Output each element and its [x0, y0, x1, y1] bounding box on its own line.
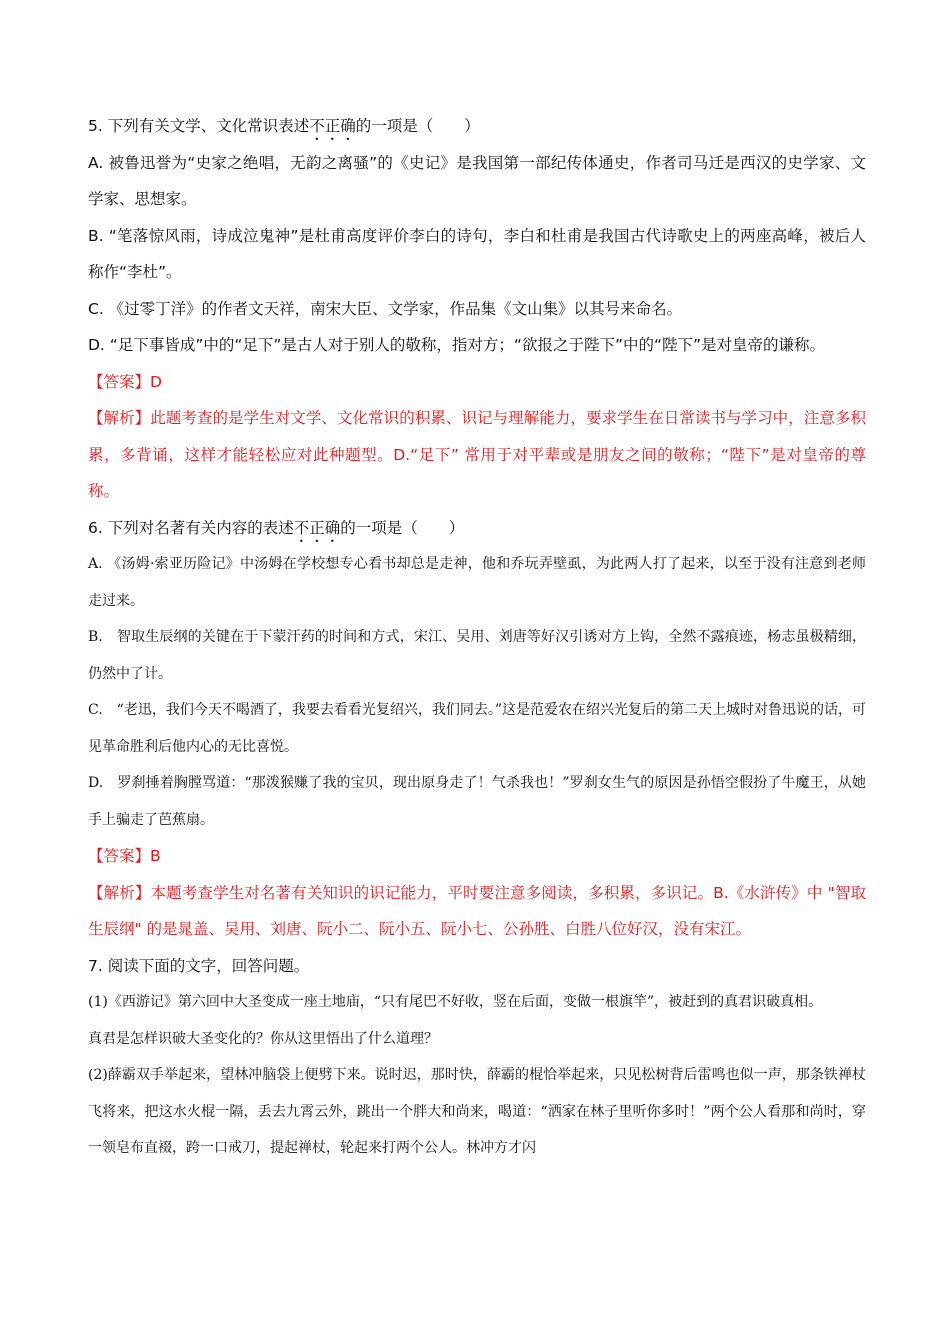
- q5-stem: 5. 下列有关文学、文化常识表述不正确的一项是（ ）: [88, 117, 480, 135]
- q7-passage-1: (1)《西游记》第六回中大圣变成一座土地庙，“只有尾巴不好收，竖在后面，变做一根旗竿”，被赶到的真君识破真相。: [88, 994, 823, 1010]
- q6-option-d: D. 罗刹捶着胸膛骂道：“那泼猴赚了我的宝贝，现出原身走了！气杀我也！”罗刹女生气的原因是孙悟空假扮了牛魔王，从她手上骗走了芭蕉扇。: [88, 775, 866, 828]
- q6-option-b: B. 智取生辰纲的关键在于下蒙汗药的时间和方式，宋江、吴用、刘唐等好汉引诱对方上钩，全然不露痕迹，杨志虽极精细，仍然中了计。: [88, 629, 866, 682]
- document-page: [88, 108, 866, 1167]
- q5-option-c: C. 《过零丁洋》的作者文天祥，南宋大臣、文学家，作品集《文山集》以其号来命名。: [88, 299, 683, 318]
- q7-question-1: 真君是怎样识破大圣变化的？你从这里悟出了什么道理？: [88, 1030, 438, 1047]
- q5-analysis: 【解析】此题考查的是学生对文学、文化常识的积累、识记与理解能力，要求学生在日常读书与学习中，注意多积累，多背诵，这样才能轻松应对此种题型。D.“足下” 常用于对平辈或是朋友之间的敬称；“陛下”是对皇帝的尊称。: [88, 409, 866, 500]
- q6-option-c: C. “老迅，我们今天不喝酒了，我要去看看光复绍兴，我们同去。”这是范爱农在绍兴光复后的第二天上城时对鲁迅说的话，可见革命胜利后他内心的无比喜悦。: [88, 702, 866, 755]
- q5-option-a: A. 被鲁迅誉为“史家之绝唱，无韵之离骚”的《史记》是我国第一部纪传体通史，作者司马迁是西汉的史学家、文学家、思想家。: [88, 153, 866, 208]
- q5-answer: 【答案】D: [88, 372, 162, 391]
- q6-analysis: 【解析】本题考查学生对名著有关知识的识记能力，平时要注意多阅读，多积累，多识记。B.《水浒传》中 "智取生辰纲" 的是晁盖、吴用、刘唐、阮小二、阮小五、阮小七、公孙胜、白胜八位好汉，没有宋江。: [88, 883, 866, 938]
- q7-stem: 7. 阅读下面的文字，回答问题。: [88, 956, 310, 975]
- q7-passage-2: (2)薛霸双手举起来，望林冲脑袋上便劈下来。说时迟，那时快，薛霸的棍恰举起来，只见松树背后雷鸣也似一声，那条铁禅杖飞将来，把这水火棍一隔，丢去九霄云外，跳出一个胖大和尚来，喝道：“洒家在林子里听你多时！”两个公人看那和尚时，穿一领皂布直裰，跨一口戒刀，提起禅杖，轮起来打两个公人。林冲方才闪: [88, 1067, 866, 1156]
- emphasis-text: 不正确: [309, 117, 356, 135]
- q5-option-d: D. “足下事皆成”中的“足下”是古人对于别人的敬称，指对方；“欲报之于陛下”中的“陛下”是对皇帝的谦称。: [88, 336, 826, 354]
- emphasis-text: 不正确: [293, 518, 341, 537]
- q5-option-b: B. “笔落惊风雨，诗成泣鬼神”是杜甫高度评价李白的诗句，李白和杜甫是我国古代诗歌史上的两座高峰，被后人称作“李杜”。: [88, 226, 866, 281]
- q6-answer: 【答案】B: [88, 847, 161, 865]
- q6-option-a: A. 《汤姆·索亚历险记》中汤姆在学校想专心看书却总是走神，他和乔玩弄壁虱，为此两人打了起来，以至于没有注意到老师走过来。: [88, 556, 866, 609]
- q6-stem: 6. 下列对名著有关内容的表述不正确的一项是（ ）: [88, 518, 465, 537]
